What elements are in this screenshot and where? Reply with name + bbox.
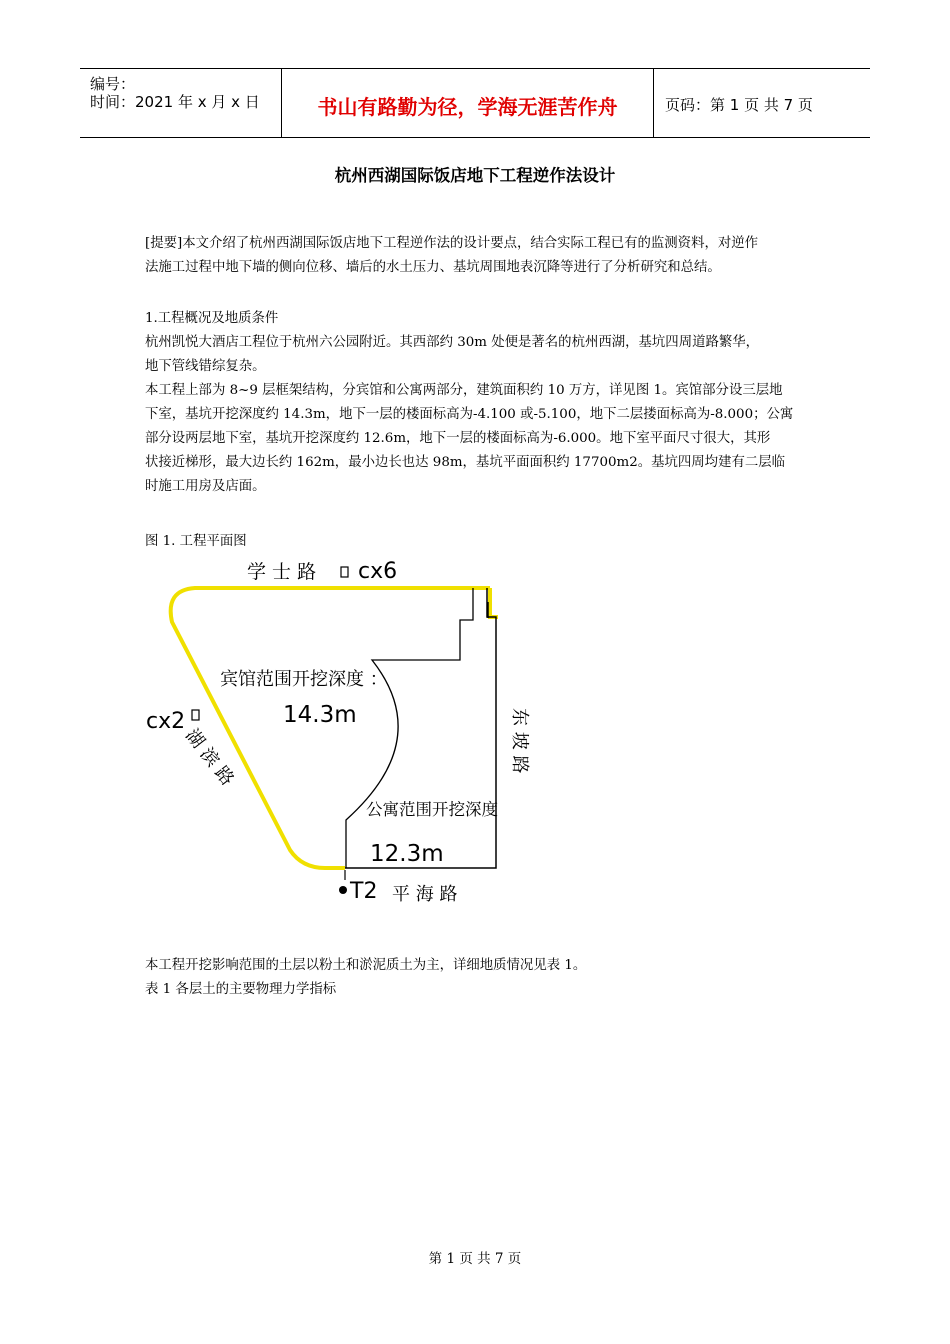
monitor-point-cx2-icon: [192, 710, 199, 720]
document-title: 杭州西湖国际饭店地下工程逆作法设计: [334, 166, 616, 185]
section1-line: 杭州凯悦大酒店工程位于杭州六公园附近。其西部约 30m 处便是著名的杭州西湖，基坑四周道路繁华，: [145, 335, 760, 350]
road-label-north: 学 士 路: [247, 561, 317, 583]
section1-paragraph: [145, 307, 810, 499]
after-figure-line: 本工程开挖影响范围的土层以粉土和淤泥质土为主，详细地质情况见表 1。: [145, 958, 587, 973]
table-caption: 表 1 各层土的主要物理力学指标: [145, 982, 337, 997]
road-label-south: 平 海 路: [392, 884, 458, 905]
site-plan-figure: [140, 550, 540, 910]
site-boundary-east: [345, 588, 496, 868]
monitor-label-t2: T2: [350, 879, 378, 904]
road-label-west: 湖 滨 路: [181, 725, 238, 790]
header-motto: 书山有路勤为径，学海无涯苦作舟: [317, 95, 618, 119]
road-label-east: 东 坡 路: [509, 708, 530, 774]
section1-line: 状接近梯形，最大边长约 162m，最小边长也达 98m，基坑平面面积约 17700m2。基坑四周均建有二层临: [145, 455, 786, 470]
monitor-label-cx6: cx6: [358, 559, 398, 584]
section1-line: 本工程上部为 8~9 层框架结构，分宾馆和公寓两部分，建筑面积约 10 万方，详见图 1。宾馆部分设三层地: [145, 383, 783, 398]
header-right-cell: [655, 69, 870, 137]
section1-line: 地下管线错综复杂。: [145, 359, 266, 374]
page-footer: 第 1 页 共 7 页: [428, 1251, 522, 1267]
site-boundary: [171, 588, 490, 868]
header-page-info: 页码：第 1 页 共 7 页: [665, 96, 813, 114]
monitor-point-t2-icon: [339, 886, 347, 894]
apartment-zone-depth: 12.3m: [370, 841, 444, 867]
zone-division-line: [346, 588, 473, 868]
document-time-label: 时间：2021 年 x 月 x 日: [90, 93, 260, 111]
monitor-point-cx6-icon: [341, 567, 348, 577]
section1-heading: 1.工程概况及地质条件: [145, 311, 279, 326]
hotel-zone-depth: 14.3m: [283, 702, 357, 728]
section1-line: 部分设两层地下室，基坑开挖深度约 12.6m，地下一层的楼面标高为-6.000。地下室平面尺寸很大，其形: [145, 431, 771, 446]
section1-line: 下室，基坑开挖深度约 14.3m，地下一层的楼面标高为-4.100 或-5.100，地下二层搂面标高为-8.000；公寓: [145, 407, 794, 422]
hotel-zone-label: 宾馆范围开挖深度 ：: [220, 669, 388, 690]
header-left-cell: [80, 69, 282, 137]
abstract-line: 法施工过程中地下墙的侧向位移、墙后的水土压力、基坑周围地表沉降等进行了分析研究和总结。: [145, 260, 721, 275]
header-table: [80, 68, 870, 138]
after-figure-paragraph: [145, 954, 810, 1002]
monitor-label-cx2: cx2: [146, 709, 186, 734]
apartment-zone-label: 公寓范围开挖深度: [366, 800, 498, 819]
header-middle-cell: [282, 69, 654, 137]
figure-caption: 图 1. 工程平面图: [145, 534, 247, 549]
abstract-paragraph: [145, 232, 810, 280]
section1-line: 时施工用房及店面。: [145, 479, 266, 494]
abstract-line: [提要]本文介绍了杭州西湖国际饭店地下工程逆作法的设计要点，结合实际工程已有的监测资料，对逆作: [145, 236, 759, 251]
site-boundary-ne: [490, 588, 498, 617]
document-number-label: 编号：: [90, 75, 136, 93]
